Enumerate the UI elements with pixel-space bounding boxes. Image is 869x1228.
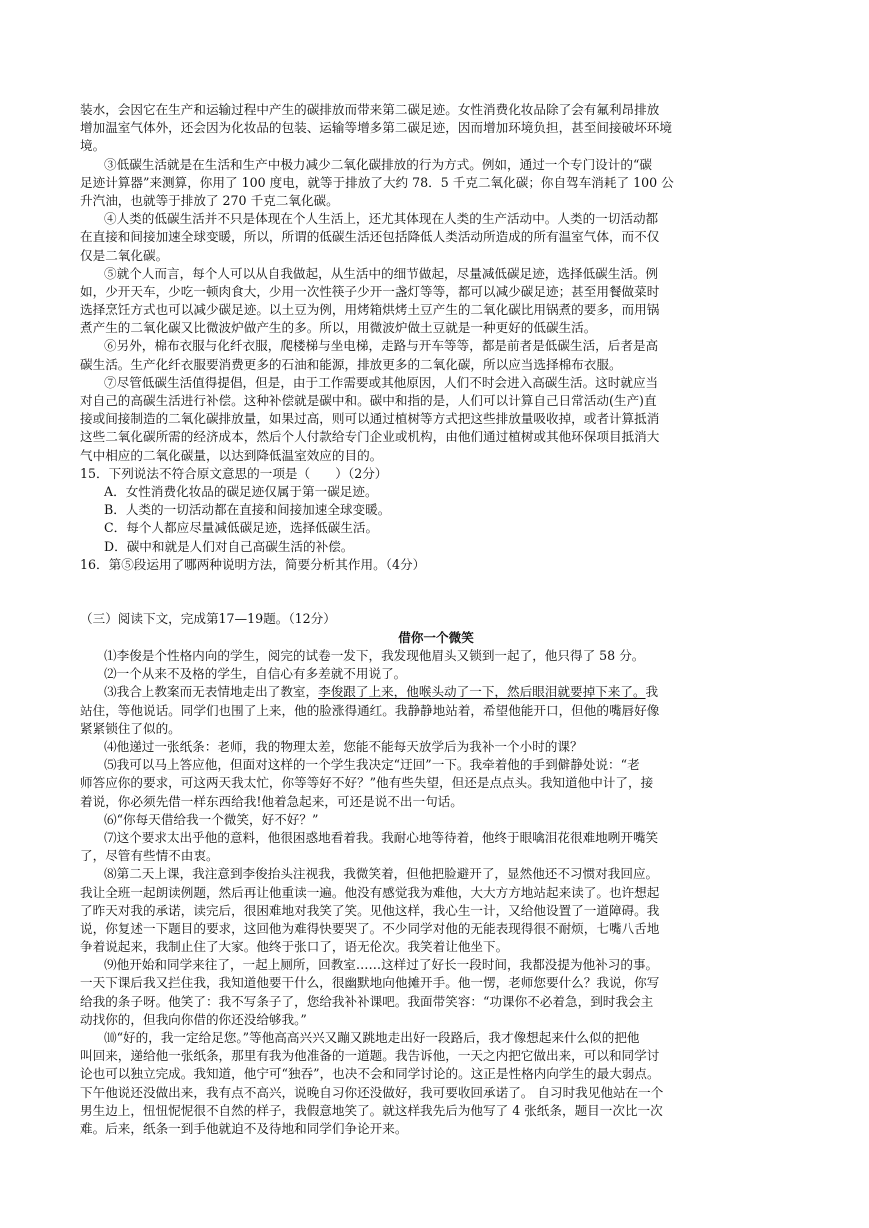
paragraph-1: ⑴李俊是个性格内向的学生，阅完的试卷一发下，我发现他眉头又锁到一起了，他只得了 58 分。	[104, 648, 645, 664]
text-line: 碳生活。生产化纤衣服要消费更多的石油和能源，排放更多的二氧化碳，所以应当选择棉布衣服。	[80, 356, 622, 372]
text-line: 师答应你的要求，可这两天我太忙，你等等好不好？”他有些失望，但还是点点头。我知道他中计了，接	[80, 775, 654, 791]
text-line: 了，尽管有些情不由衷。	[80, 848, 219, 864]
answer-space	[80, 574, 792, 610]
text-line: ⑽“好的，我一定给足您。”等他高高兴兴又蹦又跳地走出好一段路后，我才像想起来什么似的把他	[104, 1030, 640, 1045]
text-line: ④人类的低碳生活并不只是体现在个人生活上，还尤其体现在人类的生产活动中。人类的一切活动都	[104, 211, 659, 227]
paragraph-5	[80, 265, 792, 338]
paragraph-2: ⑵一个从来不及格的学生，自信心有多差就不用说了。	[104, 666, 407, 682]
option-d: D．碳中和就是人们对自己高碳生活的补偿。	[104, 538, 354, 554]
text-line: ⑦尽管低碳生活值得提倡，但是，由于工作需要或其他原因，人们不时会进入高碳生活。这时就应当	[104, 374, 659, 390]
option-b: B．人类的一切活动都在直接和间接加速全球变暖。	[104, 502, 391, 518]
text-line: ③低碳生活就是在生活和生产中极力减少二氧化碳排放的行为方式。例如，通过一个专门设计的“碳	[104, 156, 652, 172]
text-line: 足迹计算器”来测算，你用了 100 度电，就等于排放了大约 78．5 千克二氧化碳；你自驾车消耗了 100 公	[80, 174, 674, 190]
underlined-sentence: 李俊跟了上来，他喉头动了一下，然后眼泪就要掉下来了。	[318, 684, 646, 700]
option-c: C．每个人都应尽量减低碳足迹，选择低碳生活。	[104, 520, 379, 536]
text-line: 争着说起来，我制止住了大家。他终于张口了，语无伦次。我笑着让他坐下。	[80, 939, 509, 955]
text-line: 给我的条子呀。他笑了：我不写条子了，您给我补补课吧。我面带笑容：“功课你不必着急，到时我会主	[80, 993, 654, 1009]
text-line: 下午他说还没做出来，我有点不高兴，说晚自习你还没做好，我可要收回承诺了。 自习时我见他站在一个	[80, 1084, 664, 1100]
text-line: ⑤就个人而言，每个人可以从自我做起，从生活中的细节做起，尽量减低碳足迹，选择低碳生活。例	[104, 265, 659, 281]
passage-continuation	[80, 101, 792, 156]
paragraph-4: ⑷他递过一张纸条：老师，我的物理太差，您能不能每天放学后为我补一个小时的课？	[104, 739, 583, 754]
text-line: ⑻第二天上课，我注意到李俊抬头注视我，我微笑着，但他把脸避开了，显然他还不习惯对我回应。	[104, 866, 659, 882]
question-stem: 16．第⑤段运用了哪两种说明方法，简要分析其作用。（4分）	[80, 556, 426, 572]
text-line: 在直接和间接加速全球变暖，所以，所谓的低碳生活还包括降低人类活动所造成的所有温室气体，而不仅	[80, 229, 660, 245]
text-line: 如，少开天车，少吃一顿肉食大，少用一次性筷子少开一盏灯等等，都可以减少碳足迹；甚至用餐做菜时	[80, 283, 660, 299]
text-line: 论也可以独立完成。我知道，他宁可“独吞”，也决不会和同学讨论的。这正是性格内向学生的最大弱点。	[80, 1066, 660, 1082]
text-line: 升汽油，也就等于排放了 270 千克二氧化碳。	[80, 192, 339, 208]
text-line: 着说，你必须先借一样东西给我!他着急起来，可还是说不出一句话。	[80, 793, 463, 809]
paragraph-6	[80, 337, 792, 373]
exam-page	[80, 101, 792, 1138]
text-line: 气中相应的二氧化碳量，以达到降低温室效应的目的。	[80, 447, 383, 463]
text-line: 一天下课后我又拦住我，我知道他要干什么，很幽默地向他摊开手。他一愣，老师您要什么？我说，你写	[80, 975, 660, 991]
text-line: ⑼他开始和同学来往了，一起上厕所，回教室……这样过了好长一段时间，我都没提为他补习的事。	[104, 957, 659, 973]
text-line: 动找你的，但我向你借的你还没给够我。”	[80, 1011, 307, 1027]
text-line: 了昨天对我的承诺，读完后，很困难地对我笑了笑。见他这样，我心生一计，又给他设置了一道障碍。我	[80, 902, 660, 918]
question-stem: 15．下列说法不符合原文意思的一项是（ ）（2分）	[80, 465, 388, 481]
text-line: 说，你复述一下题目的要求，这回他为难得快要哭了。不少同学对他的无能表现得很不耐烦，七嘴八舌地	[80, 920, 660, 936]
text-line: ⑺这个要求太出乎他的意料，他很困惑地看着我。我耐心地等待着，他终于眼噙泪花很难地咧开嘴笑	[104, 829, 659, 845]
text-line: 境。	[80, 138, 106, 154]
text-line: 紧紧锁住了似的。	[80, 720, 181, 736]
text-span: 我	[645, 684, 659, 700]
text-line: 煮产生的二氧化碳又比微波炉做产生的多。所以，用微波炉做土豆就是一种更好的低碳生活。	[80, 320, 597, 336]
option-a: A．女性消费化妆品的碳足迹仅属于第一碳足迹。	[104, 483, 378, 499]
text-line: 增加温室气体外，还会因为化妆品的包装、运输等增多第二碳足迹，因而增加环境负担，甚至间接破坏环境	[80, 120, 672, 136]
text-line: 接或间接制造的二氧化碳排放量，如果过高，则可以通过植树等方式把这些排放量吸收掉，或者计算抵消	[80, 411, 660, 427]
paragraph-6: ⑹“你每天借给我一个微笑，好不好？”	[104, 811, 319, 827]
text-line: 难。后来，纸条一到手他就迫不及待地和同学们争论开来。	[80, 1120, 408, 1136]
text-span: ⑶我合上教案而无表情地走出了教室，	[104, 684, 319, 700]
text-line: ⑸我可以马上答应他，但面对这样的一个学生我决定“迂回”一下。我牵着他的手到僻静处说：“老	[104, 757, 640, 773]
question-15	[80, 465, 792, 556]
question-16	[80, 556, 792, 574]
text-line: 仅是二氧化碳。	[80, 247, 169, 263]
text-line: 这些二氧化碳所需的经济成本，然后个人付款给专门企业或机构，由他们通过植树或其他环保项目抵消大	[80, 429, 660, 445]
text-line: 叫回来，递给他一张纸条，那里有我为他准备的一道题。我告诉他，一天之内把它做出来，可以和同学讨	[80, 1048, 660, 1064]
text-line: ⑥另外，棉布衣服与化纤衣服，爬楼梯与坐电梯，走路与开车等等，都是前者是低碳生活，后者是高	[104, 338, 659, 354]
text-line: 装水，会因它在生产和运输过程中产生的碳排放而带来第二碳足迹。女性消费化妆品除了会有氟利昂排放	[80, 102, 660, 117]
text-line: 选择烹饪方式也可以减少碳足迹。以土豆为例，用烤箱烘烤土豆产生的二氧化碳比用锅煮的要多，而用锅	[80, 302, 660, 318]
section-3	[80, 610, 792, 1138]
text-line: 对自己的高碳生活进行补偿。这种补偿就是碳中和。碳中和指的是，人们可以计算自己日常活动(生产)直	[80, 393, 657, 408]
text-line: 男生边上，忸忸怩怩很不自然的样子，我假意地笑了。就这样我先后为他写了 4 张纸条，题目一次比一次	[80, 1102, 663, 1118]
text-line: 站住，等他说话。同学们也围了上来，他的脸涨得通红。我静静地站着，希望他能开口，但他的嘴唇好像	[80, 702, 660, 718]
section-heading: （三）阅读下文，完成第17—19题。（12分）	[80, 610, 336, 626]
article-title: 借你一个微笑	[398, 630, 474, 646]
paragraph-3	[80, 156, 792, 211]
paragraph-4	[80, 210, 792, 265]
paragraph-7	[80, 374, 792, 465]
paragraph-3-first-line	[80, 683, 792, 701]
text-line: 我让全班一起朗读例题，然后再让他重读一遍。他没有感觉我为难他，大大方方地站起来读了。也许想起	[80, 884, 660, 900]
